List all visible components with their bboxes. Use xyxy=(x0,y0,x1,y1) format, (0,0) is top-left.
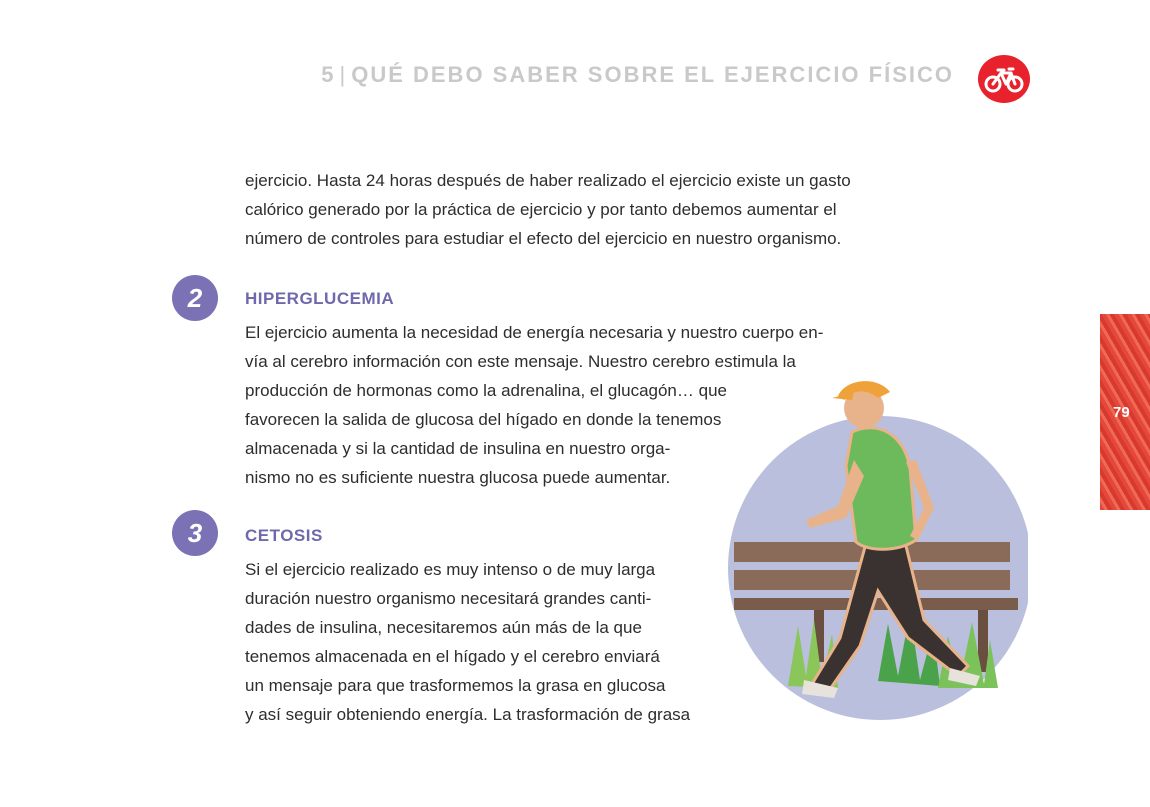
text-line: producción de hormonas como la adrenalina, el glucagón… que xyxy=(245,381,727,400)
text-line: ejercicio. Hasta 24 horas después de haber realizado el ejercicio existe un gasto xyxy=(245,171,851,190)
text-line: Si el ejercicio realizado es muy intenso o de muy larga xyxy=(245,560,656,579)
cetosis-paragraph xyxy=(245,555,690,729)
text-line: tenemos almacenada en el hígado y el cerebro enviará xyxy=(245,647,660,666)
section-title-hiperglucemia: HIPERGLUCEMIA xyxy=(245,289,395,308)
bicycle-icon xyxy=(978,55,1030,103)
section-title-cetosis: CETOSIS xyxy=(245,526,323,545)
page-number: 79 xyxy=(1113,404,1130,421)
header-separator: | xyxy=(339,62,348,87)
intro-paragraph xyxy=(245,166,851,253)
text-line: y así seguir obteniendo energía. La trasformación de grasa xyxy=(245,705,691,724)
text-line: favorecen la salida de glucosa del hígado en donde la tenemos xyxy=(245,410,722,429)
text-line: vía al cerebro información con este mensaje. Nuestro cerebro estimula la xyxy=(245,352,796,371)
chapter-header xyxy=(321,62,954,88)
text-line: número de controles para estudiar el efecto del ejercicio en nuestro organismo. xyxy=(245,229,842,248)
text-line: calórico generado por la práctica de ejercicio y por tanto debemos aumentar el xyxy=(245,200,837,219)
section-number-badge: 2 xyxy=(172,275,218,321)
text-line: nismo no es suficiente nuestra glucosa puede aumentar. xyxy=(245,468,671,487)
chapter-title: QUÉ DEBO SABER SOBRE EL EJERCICIO FÍSICO xyxy=(351,62,954,87)
text-line: dades de insulina, necesitaremos aún más de la que xyxy=(245,618,642,637)
text-line: duración nuestro organismo necesitará grandes canti- xyxy=(245,589,652,608)
chapter-number: 5 xyxy=(321,62,336,87)
text-line: almacenada y si la cantidad de insulina en nuestro orga- xyxy=(245,439,671,458)
text-line: un mensaje para que trasformemos la grasa en glucosa xyxy=(245,676,666,695)
walking-man-illustration xyxy=(728,376,1028,726)
text-line: El ejercicio aumenta la necesidad de energía necesaria y nuestro cuerpo en- xyxy=(245,323,824,342)
section-number-badge: 3 xyxy=(172,510,218,556)
